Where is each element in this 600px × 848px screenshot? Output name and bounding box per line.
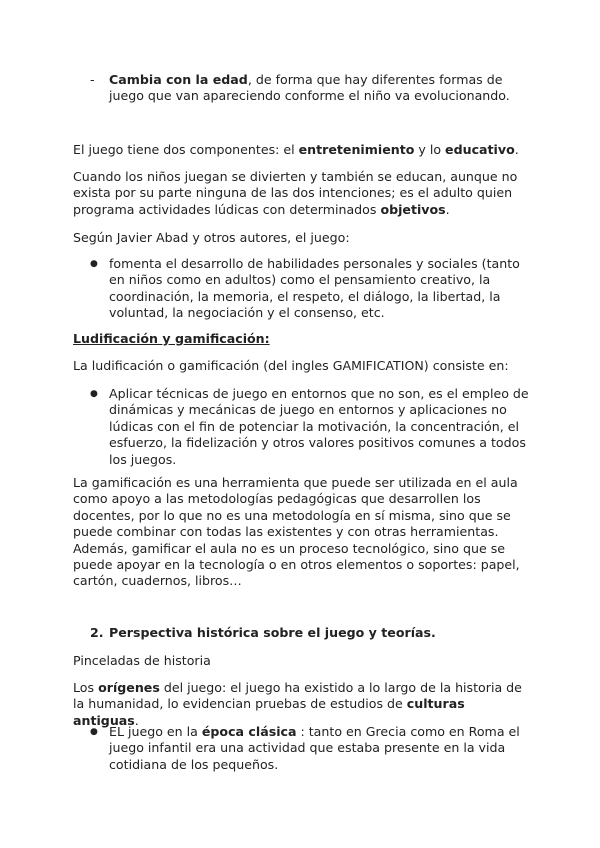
origenes-paragraph bbox=[73, 680, 533, 729]
components-bold-educativo: educativo bbox=[445, 142, 515, 157]
gamificacion-paragraph: La gamificación es una herramienta que puede ser utilizada en el aula como apoyo a las metodologías pedagógicas que desarrollen los docentes, por lo que no es una metodología en sí misma, sino que se puede combinar con todas las existentes y con otras herramientas. Además, gamificar el aula no es un proceso tecnológico, sino que se puede apoyar en la tecnología o en otros elementos o soportes: papel, cartón, cuadernos, libros… bbox=[73, 475, 520, 589]
components-text-3: . bbox=[514, 142, 519, 157]
origenes-text-1: Los bbox=[73, 680, 99, 695]
bullet-3-text-1: EL juego en la bbox=[109, 724, 202, 739]
cuando-paragraph bbox=[73, 169, 533, 218]
dash-item-text bbox=[109, 72, 531, 105]
components-paragraph bbox=[73, 142, 533, 158]
origenes-text-2: del juego: el juego ha existido a lo largo de la historia de la humanidad, lo evidencian pruebas de estudios de bbox=[73, 680, 522, 712]
origenes-text-3: . bbox=[134, 712, 139, 728]
ludificacion-definition: La ludificación o gamificación (del ingles GAMIFICATION) consiste en: bbox=[73, 358, 509, 373]
components-text-2: y lo bbox=[414, 142, 446, 157]
bullet-1-text: fomenta el desarrollo de habilidades personales y sociales (tanto en niños como en adultos) como el pensamiento creativo, la coordinación, la memoria, el respeto, el diálogo, la libertad, la voluntad, la negociación y el consenso, etc. bbox=[109, 256, 520, 321]
pinceladas-subtitle: Pinceladas de historia bbox=[73, 653, 211, 668]
dash-item-rest: , de forma que hay diferentes formas de juego que van apareciendo conforme el niño va evolucionando. bbox=[109, 72, 510, 104]
bullet-1-marker: ● bbox=[90, 259, 98, 269]
components-text-1: El juego tiene dos componentes: el bbox=[73, 142, 299, 157]
bullet-3-bold-epoca: época clásica bbox=[201, 724, 297, 739]
segun-paragraph: Según Javier Abad y otros autores, el juego: bbox=[73, 230, 350, 245]
dash-marker: - bbox=[90, 72, 95, 87]
dash-item-bold: Cambia con la edad bbox=[109, 72, 248, 87]
heading-ludificacion bbox=[73, 331, 533, 347]
bullet-3-marker: ● bbox=[90, 727, 98, 737]
heading-ludificacion-text: Ludificación y gamificación: bbox=[73, 331, 270, 346]
section-2-number: 2. bbox=[90, 625, 104, 640]
bullet-3-text-2: : tanto en Grecia como en Roma el juego infantil era una actividad que estaba presente en la vida cotidiana de los pequeños. bbox=[109, 724, 520, 772]
origenes-bold-culturas: culturas antiguas bbox=[73, 696, 465, 728]
cuando-text-1: Cuando los niños juegan se divierten y también se educan, aunque no exista por su parte ninguna de las dos intenciones; es el adulto quien programa actividades lúdicas con determinados bbox=[73, 169, 518, 217]
cuando-text-2: . bbox=[445, 201, 450, 217]
origenes-bold-origenes: orígenes bbox=[98, 680, 160, 695]
components-bold-entretenimiento: entretenimiento bbox=[298, 142, 415, 157]
section-2-title: Perspectiva histórica sobre el juego y teorías. bbox=[109, 625, 436, 640]
bullet-2-text: Aplicar técnicas de juego en entornos que no son, es el empleo de dinámicas y mecánicas de juego en entornos y aplicaciones no lúdicas con el fin de potenciar la motivación, la concentración, el esfuerzo, la fidelización y otros valores positivos comunes a todos los juegos. bbox=[109, 386, 529, 467]
bullet-2-marker: ● bbox=[90, 389, 98, 399]
bullet-3-text bbox=[109, 724, 531, 773]
cuando-bold-objetivos: objetivos bbox=[380, 201, 446, 217]
